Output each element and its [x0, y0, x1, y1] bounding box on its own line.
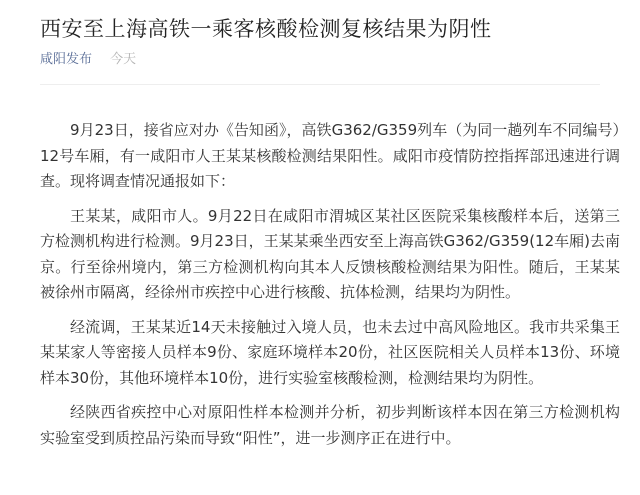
divider — [40, 84, 600, 85]
paragraph: 9月23日，接省应对办《告知函》，高铁G362/G359列车（为同一趟列车不同编号）12号车厢，有一咸阳市人王某某核酸检测结果阳性。咸阳市疫情防控指挥部迅速进行调查。现将调查情况通报如下： — [40, 121, 620, 190]
paragraph: 经陕西省疾控中心对原阳性样本检测并分析，初步判断该样本因在第三方检测机构实验室受到质控品污染而导致“阳性”，进一步测序正在进行中。 — [40, 403, 620, 447]
article-body — [40, 118, 620, 460]
paragraph: 经流调，王某某近14天未接触过入境人员，也未去过中高风险地区。我市共采集王某某家人等密接人员样本9份、家庭环境样本20份，社区医院相关人员样本13份、环境样本30份，其他环境样本10份，进行实验室核酸检测，检测结果均为阴性。 — [40, 317, 620, 387]
article-meta — [40, 50, 136, 70]
paragraph: 王某某，咸阳市人。9月22日在咸阳市渭城区某社区医院采集核酸样本后，送第三方检测机构进行检测。9月23日，王某某乘坐西安至上海高铁G362/G359(12车厢)去南京。行至徐州境内，第三方检测机构向其本人反馈核酸检测结果为阳性。随后，王某某被徐州市隔离，经徐州市疾控中心进行核酸、抗体检测，结果均为阴性。 — [40, 206, 620, 301]
source-account-link[interactable]: 咸阳发布 — [40, 52, 93, 67]
article-title: 西安至上海高铁一乘客核酸检测复核结果为阴性 — [40, 17, 492, 41]
publish-date: 今天 — [110, 52, 137, 67]
